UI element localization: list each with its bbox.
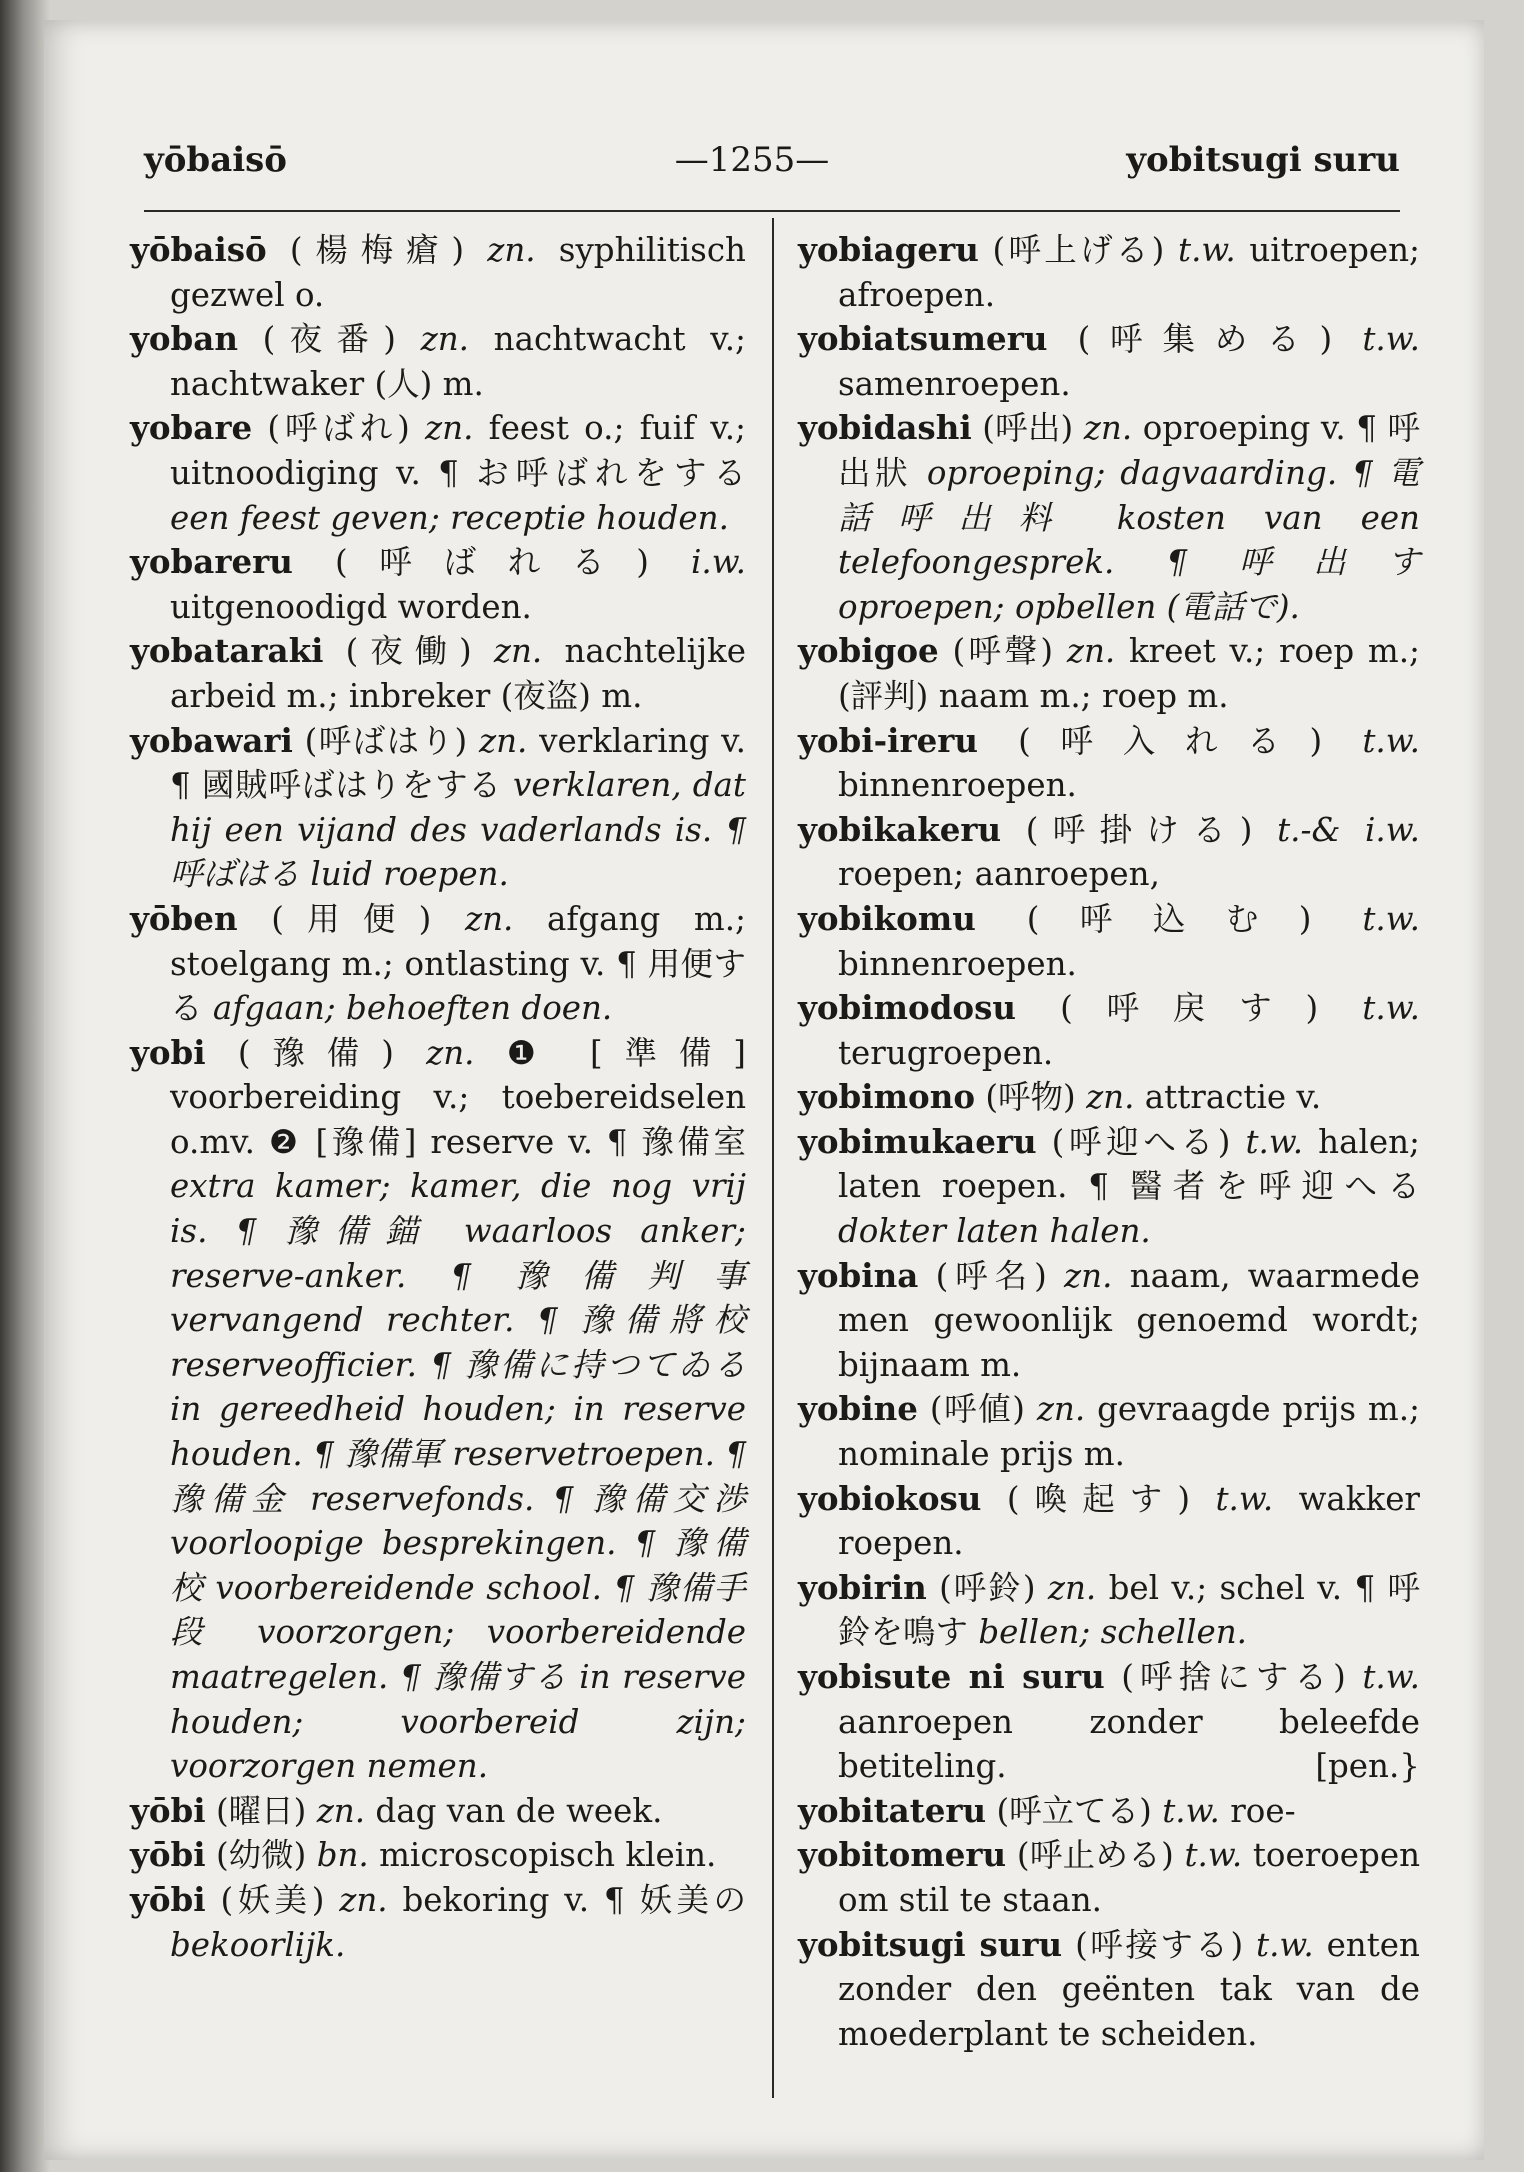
page-number: —1255— [674, 140, 830, 180]
headword: yobidashi [798, 408, 972, 448]
entry-kanji: (楊梅瘡) [289, 231, 465, 269]
entry-kanji: (呼鈴) [939, 1568, 1036, 1607]
part-of-speech: t.w. [1178, 231, 1236, 269]
entry-kanji: (呼込む) [1026, 899, 1312, 938]
entry-kanji: (呼上げる) [992, 231, 1165, 269]
headword: yobimono [798, 1077, 976, 1117]
entry-kanji: (呼値) [929, 1390, 1025, 1429]
part-of-speech: i.w. [690, 543, 747, 582]
entry-example: afgaan; behoeften doen. [212, 989, 613, 1028]
entry-kanji: (幼微) [215, 1836, 307, 1875]
dictionary-entry [130, 1833, 746, 1878]
headword: yobina [798, 1255, 919, 1295]
part-of-speech: t.w. [1215, 1479, 1274, 1518]
entry-definition: microscopisch klein. [379, 1836, 717, 1875]
entry-definition: roepen; aanroepen, [838, 855, 1160, 894]
entry-definition: naam, waarmede men gewoonlijk genoemd wordt; bijnaam m. [838, 1256, 1420, 1384]
dictionary-entry [130, 897, 746, 1031]
entry-example: oproeping; dagvaarding. ¶ 電話呼出料 kosten van een telefoongesprek. ¶ 呼出す oproepen; opbellen (電話で). [838, 453, 1420, 626]
headword: yobimodosu [798, 988, 1017, 1028]
left-column [130, 228, 746, 1967]
entry-example: verklaren, dat hij een vijand des vaderlands is. ¶ 呼ばはる luid roepen. [170, 766, 746, 894]
part-of-speech: zn. [316, 1791, 366, 1830]
headword: yōbi [130, 1835, 206, 1875]
entry-definition: bekoring v. ¶ 妖美の [402, 1880, 746, 1919]
part-of-speech: zn. [425, 409, 474, 448]
dictionary-entry [798, 986, 1420, 1075]
part-of-speech: zn. [420, 320, 469, 359]
entry-definition: oproeping v. ¶ 呼出狀 [838, 409, 1420, 492]
dictionary-entry [798, 1923, 1420, 2057]
entry-kanji: (呼ばはり) [304, 721, 468, 760]
dictionary-entry [798, 1833, 1420, 1922]
dictionary-entry [130, 1789, 746, 1834]
headword: yōbi [130, 1790, 206, 1830]
entry-kanji: (呼立てる) [996, 1791, 1152, 1830]
dictionary-entry [798, 719, 1420, 808]
dictionary-entry [130, 406, 746, 540]
header-rule [144, 210, 1400, 212]
entry-definition: halen; laten roepen. ¶ 醫者を呼迎へる [838, 1122, 1420, 1206]
entry-kanji: (呼出) [982, 409, 1074, 448]
entry-definition: syphilitisch gezwel o. [170, 231, 746, 314]
entry-kanji: (呼止める) [1016, 1836, 1174, 1875]
entry-kanji: (用便) [271, 899, 432, 938]
headword: yoban [130, 319, 238, 359]
entry-definition: gevraagde prijs m.; nominale prijs m. [838, 1390, 1421, 1474]
entry-kanji: (呼接する) [1075, 1925, 1244, 1964]
part-of-speech: t.w. [1362, 721, 1421, 760]
right-column [798, 228, 1420, 2056]
entry-kanji: (喚起す) [1006, 1479, 1191, 1518]
part-of-speech: zn. [478, 721, 528, 760]
part-of-speech: zn. [426, 1033, 475, 1072]
entry-example: bellen; schellen. [978, 1613, 1247, 1652]
part-of-speech: t.-& i.w. [1277, 810, 1420, 849]
part-of-speech: zn. [493, 632, 543, 671]
entry-definition: feest o.; fuif v.; uitnoodiging v. ¶ お呼ばれをする [170, 409, 747, 492]
running-head [104, 140, 1400, 200]
entry-kanji: (呼集める) [1077, 320, 1333, 359]
dictionary-entry [798, 897, 1420, 986]
entry-definition: roe- [1230, 1791, 1296, 1830]
headword: yobine [798, 1389, 918, 1429]
entry-kanji: (呼入れる) [1018, 721, 1323, 760]
part-of-speech: bn. [316, 1836, 369, 1875]
part-of-speech: t.w. [1362, 989, 1420, 1028]
headword: yobitsugi suru [798, 1924, 1063, 1964]
dictionary-entry [798, 629, 1420, 718]
dictionary-entry [798, 1254, 1420, 1388]
part-of-speech: zn. [1064, 1256, 1113, 1295]
part-of-speech: t.w. [1245, 1122, 1304, 1161]
entry-definition: nachtelijke arbeid m.; inbreker (夜盗) m. [170, 632, 746, 715]
entry-kanji: (呼捨にする) [1121, 1658, 1346, 1696]
headword: yobiageru [798, 230, 979, 269]
dictionary-entry [798, 228, 1420, 317]
entry-definition: binnenroepen. [838, 944, 1077, 983]
dictionary-entry [798, 808, 1420, 897]
headword: yōbaisō [130, 230, 267, 269]
column-divider [772, 218, 774, 2098]
headword: yobiokosu [798, 1478, 982, 1518]
dictionary-entry [130, 540, 746, 629]
part-of-speech: zn. [1047, 1568, 1097, 1607]
headword: yōben [130, 898, 238, 938]
entry-kanji: (呼名) [935, 1256, 1047, 1295]
headword: yobigoe [798, 631, 939, 671]
entry-kanji: (呼迎へる) [1051, 1122, 1231, 1161]
part-of-speech: zn. [1066, 632, 1116, 671]
dictionary-entry [798, 1477, 1420, 1566]
entry-definition: enten zonder den geënten tak van de moederplant te scheiden. [838, 1925, 1420, 2053]
entry-example: extra kamer; kamer, die nog vrij is. ¶ 豫備錨 waarloos anker; reserve-anker. ¶ 豫備判事 vervangend rechter. ¶ 豫備將校 reserveofficier. ¶ 豫備に持つてゐる in gereedheid houden; in reserve houden. ¶ 豫備軍 reservetroepen. ¶ 豫備金 reservefonds. ¶ 豫備交渉 voorloopige besprekingen. ¶ 豫備校 voorbereidende school. ¶ 豫備手段 voorzorgen; voorbereidende maatregelen. ¶ 豫備する in reserve houden; voorbereid zijn; voorzorgen nemen. [170, 1167, 746, 1786]
headword: yobikakeru [798, 809, 1002, 849]
headword: yobawari [130, 720, 293, 760]
entry-kanji: (呼物) [985, 1078, 1076, 1117]
entry-kanji: (妖美) [220, 1880, 325, 1919]
entry-definition: toeroepen om stil te staan. [838, 1836, 1421, 1919]
part-of-speech: t.w. [1362, 320, 1420, 359]
dictionary-entry [130, 228, 746, 317]
entry-definition: uitgenoodigd worden. [170, 587, 532, 626]
entry-definition: nachtwacht v.; nachtwaker (人) m. [170, 320, 746, 403]
part-of-speech: zn. [339, 1880, 388, 1919]
entry-definition: bel v.; schel v. ¶ 呼鈴を鳴す [838, 1568, 1421, 1652]
entry-kanji: (夜番) [262, 320, 396, 359]
dictionary-entry [798, 406, 1420, 629]
headword: yobikomu [798, 898, 976, 938]
dictionary-entry [798, 1387, 1420, 1476]
entry-kanji: (夜働) [345, 632, 472, 671]
entry-kanji: (呼戻す) [1060, 989, 1319, 1028]
entry-definition: samenroepen. [838, 364, 1071, 403]
entry-definition: binnenroepen. [838, 766, 1077, 805]
part-of-speech: zn. [1086, 1078, 1135, 1117]
entry-definition: terugroepen. [838, 1033, 1054, 1072]
headword: yobi [130, 1032, 206, 1072]
entry-continuation: [pen.} [1315, 1747, 1420, 1786]
entry-kanji: (呼掛ける) [1025, 810, 1253, 849]
dictionary-entry [130, 1031, 746, 1789]
headword: yobimukaeru [798, 1121, 1037, 1161]
part-of-speech: t.w. [1362, 1658, 1421, 1696]
entry-definition: attractie v. [1144, 1078, 1322, 1117]
part-of-speech: t.w. [1256, 1925, 1314, 1964]
dictionary-entry [130, 719, 746, 897]
entry-example: bekoorlijk. [170, 1925, 346, 1964]
entry-kanji: (呼ばれる) [334, 543, 649, 582]
headword: yobitateru [798, 1790, 987, 1830]
part-of-speech: zn. [1036, 1390, 1086, 1429]
dictionary-entry [798, 1566, 1420, 1655]
part-of-speech: zn. [487, 231, 536, 269]
dictionary-entry [798, 1075, 1420, 1120]
entry-kanji: (呼ばれ) [267, 409, 410, 448]
headword: yobiatsumeru [798, 319, 1048, 359]
entry-example: dokter laten halen. [838, 1212, 1151, 1251]
book-gutter-shadow [0, 0, 50, 2172]
running-head-right: yobitsugi suru [1126, 140, 1400, 180]
headword: yobi-ireru [798, 720, 979, 760]
entry-example: een feest geven; receptie houden. [170, 498, 729, 537]
dictionary-entry [798, 1120, 1420, 1254]
headword: yobitomeru [798, 1835, 1007, 1875]
entry-kanji: (豫備) [237, 1033, 394, 1072]
entry-definition: wakker roepen. [838, 1479, 1420, 1563]
part-of-speech: t.w. [1362, 899, 1420, 938]
dictionary-entry [130, 629, 746, 718]
headword: yobareru [130, 542, 293, 582]
part-of-speech: t.w. [1184, 1836, 1243, 1875]
dictionary-entry [798, 1789, 1420, 1834]
entry-definition: uitroepen; afroepen. [838, 231, 1420, 314]
dictionary-entry [798, 317, 1420, 406]
entry-kanji: (曜日) [215, 1791, 307, 1830]
entry-definition: aanroepen zonder beleefde betiteling. [838, 1702, 1420, 1786]
headword: yobare [130, 408, 253, 448]
dictionary-entry [798, 1655, 1420, 1789]
headword: yobirin [798, 1567, 927, 1607]
part-of-speech: zn. [464, 899, 514, 938]
entry-definition: kreet v.; roep m.; (評判) naam m.; roep m. [838, 632, 1420, 715]
entry-definition: dag van de week. [375, 1791, 663, 1830]
entry-definition: afgang m.; stoelgang m.; ontlasting v. ¶ 用便する [170, 899, 746, 1028]
headword: yobisute ni suru [798, 1657, 1105, 1696]
running-head-left: yōbaisō [144, 140, 287, 180]
entry-definition: verklaring v. ¶ 國賊呼ばはりをする [170, 721, 747, 805]
entry-definition: ❶ [準備] voorbereiding v.; toebereidselen o.mv. ❷ [豫備] reserve v. ¶ 豫備室 [170, 1033, 746, 1161]
part-of-speech: zn. [1083, 409, 1133, 448]
dictionary-entry [130, 1878, 746, 1967]
headword: yobataraki [130, 631, 324, 671]
dictionary-entry [130, 317, 746, 406]
entry-kanji: (呼聲) [952, 632, 1054, 671]
headword: yōbi [130, 1879, 206, 1919]
part-of-speech: t.w. [1162, 1791, 1220, 1830]
